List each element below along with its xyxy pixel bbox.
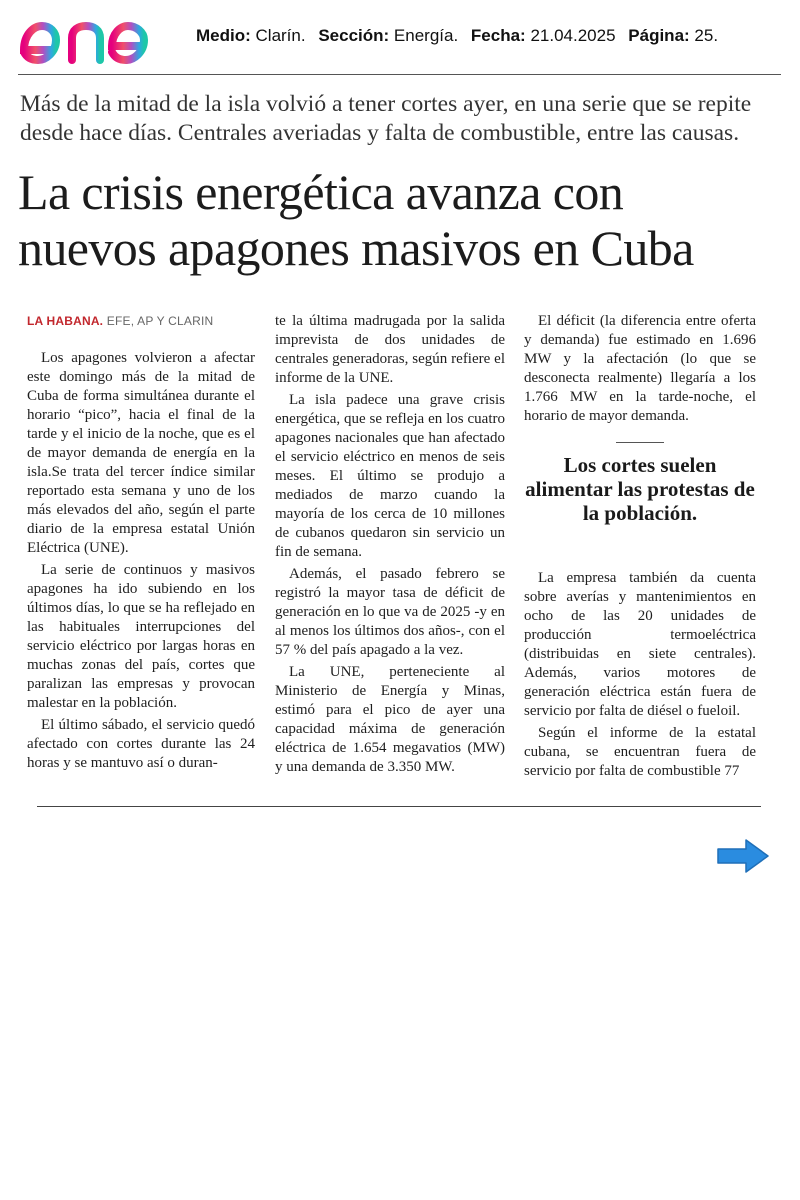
fecha-value: 21.04.2025: [530, 26, 616, 45]
headline-line: La crisis energética avanza con: [18, 164, 624, 220]
byline-agencies: EFE, AP Y CLARIN: [106, 314, 214, 328]
paragraph: El déficit (la diferencia entre oferta y demanda) fue estimado en 1.696 MW y la afectación (lo que se desconecta realmente) llegaría a los 1.766 MW en la tarde-noche, el horario de mayor demanda.: [524, 313, 756, 424]
right-arrow-icon[interactable]: [716, 838, 770, 874]
paragraph: La UNE, perteneciente al Ministerio de Energía y Minas, estimó para el pico de ayer una capacidad máxima de generación eléctrica de 1.654 megavatios (MW) y una demanda de 3.350 MW.: [275, 664, 505, 775]
footer-divider: [37, 806, 761, 807]
paragraph: El último sábado, el servicio quedó afectado con cortes durante las 24 horas y se mantuvo así o duran-: [27, 717, 255, 771]
headline-line: nuevos apagones masivos en Cuba: [18, 220, 694, 276]
kicker-line: Más de la mitad de la isla volvió a tener cortes ayer, en una serie que se repite: [20, 91, 752, 117]
pull-quote-divider: [616, 442, 664, 443]
article-kicker: [20, 90, 780, 148]
paragraph: Según el informe de la estatal cubana, se encuentran fuera de servicio por falta de combustible 77: [524, 725, 756, 779]
byline-city: LA HABANA.: [27, 314, 104, 328]
paragraph: La isla padece una grave crisis energética, que se refleja en los cuatro apagones nacionales que han afectado el servicio eléctrico en menos de seis meses. El último se produjo a mediados de marzo cuando la mayoría de los cerca de 10 millones de cubanos quedaron sin servicio un fin de semana.: [275, 392, 505, 560]
fecha-label: Fecha:: [470, 26, 526, 45]
pagina-label: Página:: [628, 26, 690, 45]
paragraph: La serie de continuos y masivos apagones ha ido subiendo en los últimos días, lo que se ha reflejado en las habituales interrupciones del servicio eléctrico por largas horas en muchas zonas del país, cortes que paralizan las empresas y provocan malestar en la población.: [27, 562, 255, 711]
byline: [27, 312, 255, 331]
article-column-2: [275, 312, 505, 780]
article-headline: [18, 164, 788, 276]
article-column-1: [27, 312, 255, 776]
paragraph-continuation: te la última madrugada por la salida imprevista de dos unidades de centrales generadoras, según refiere el informe de la UNE.: [275, 313, 505, 386]
paragraph: Además, el pasado febrero se registró la mayor tasa de déficit de generación en lo que va de 2025 -y en al menos los últimos dos años-, con el 57 % del país apagado a la vez.: [275, 566, 505, 658]
seccion-value: Energía.: [393, 26, 459, 45]
article-column-3: [524, 312, 756, 784]
paragraph: La empresa también da cuenta sobre averías y mantenimientos en ocho de las 20 unidades de producción termoeléctrica (distribuidas en siete centrales). Además, varios motores de generación eléctrica están fuera de servicio por falta de diésel o fueloil.: [524, 570, 756, 719]
seccion-label: Sección:: [318, 26, 390, 45]
medio-label: Medio:: [196, 26, 251, 45]
pull-quote: Los cortes suelen alimentar las protestas de la población.: [525, 453, 755, 525]
medio-value: Clarín.: [255, 26, 306, 45]
kicker-line: desde hace días. Centrales averiadas y falta de combustible, entre las causas.: [20, 120, 740, 146]
press-meta: [196, 26, 718, 46]
header-divider: [18, 74, 781, 75]
enel-logo: [16, 8, 172, 70]
paragraph: Los apagones volvieron a afectar este domingo más de la mitad de Cuba de forma simultánea durante el horario “pico”, hacia el final de la tarde y el inicio de la noche, que es el de mayor demanda de energía en la isla.Se trata del tercer índice similar reportado esta semana y uno de los más elevados del año, según el parte diario de la empresa estatal Unión Eléctrica (UNE).: [27, 350, 255, 556]
pagina-value: 25.: [694, 26, 719, 45]
